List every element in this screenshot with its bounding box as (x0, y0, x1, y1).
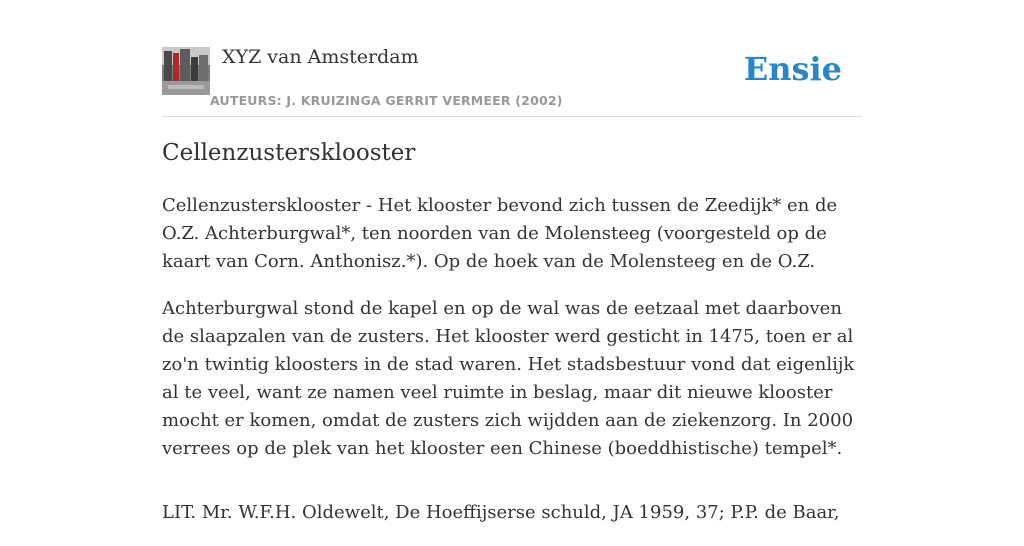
author-name[interactable]: XYZ van Amsterdam (222, 46, 419, 68)
article-title: Cellenzustersklooster (162, 140, 416, 166)
article-header (162, 0, 862, 117)
article-body (162, 192, 862, 546)
article-paragraph: Achterburgwal stond de kapel en op de wal was de eetzaal met daarboven de slaapzalen van de zusters. Het klooster werd gesticht in 1475, toen er al zo'n twintig kloosters in de stad waren. Het stadsbestuur vond dat eigenlijk al te veel, want ze namen veel ruimte in beslag, maar dit nieuwe klooster mocht er komen, omdat de zusters zich wijdden aan de ziekenzorg. In 2000 verrees op de plek van het klooster een Chinese (boeddhistische) tempel*. (162, 298, 855, 459)
literature-reference: LIT. Mr. W.F.H. Oldewelt, De Hoeffijserse schuld, JA 1959, 37; P.P. de Baar, (162, 502, 840, 523)
brand-logo[interactable]: Ensie (743, 50, 842, 88)
author-avatar[interactable] (162, 47, 210, 95)
article-paragraph: Cellenzustersklooster - Het klooster bevond zich tussen de Zeedijk* en de O.Z. Achterburgwal*, ten noorden van de Molensteeg (voorgesteld op de kaart van Corn. Anthonisz.*). Op de hoek van de Molensteeg en de O.Z. (162, 195, 838, 272)
authors-credit: AUTEURS: J. KRUIZINGA GERRIT VERMEER (2002) (210, 93, 563, 108)
avatar-photo (162, 47, 210, 95)
